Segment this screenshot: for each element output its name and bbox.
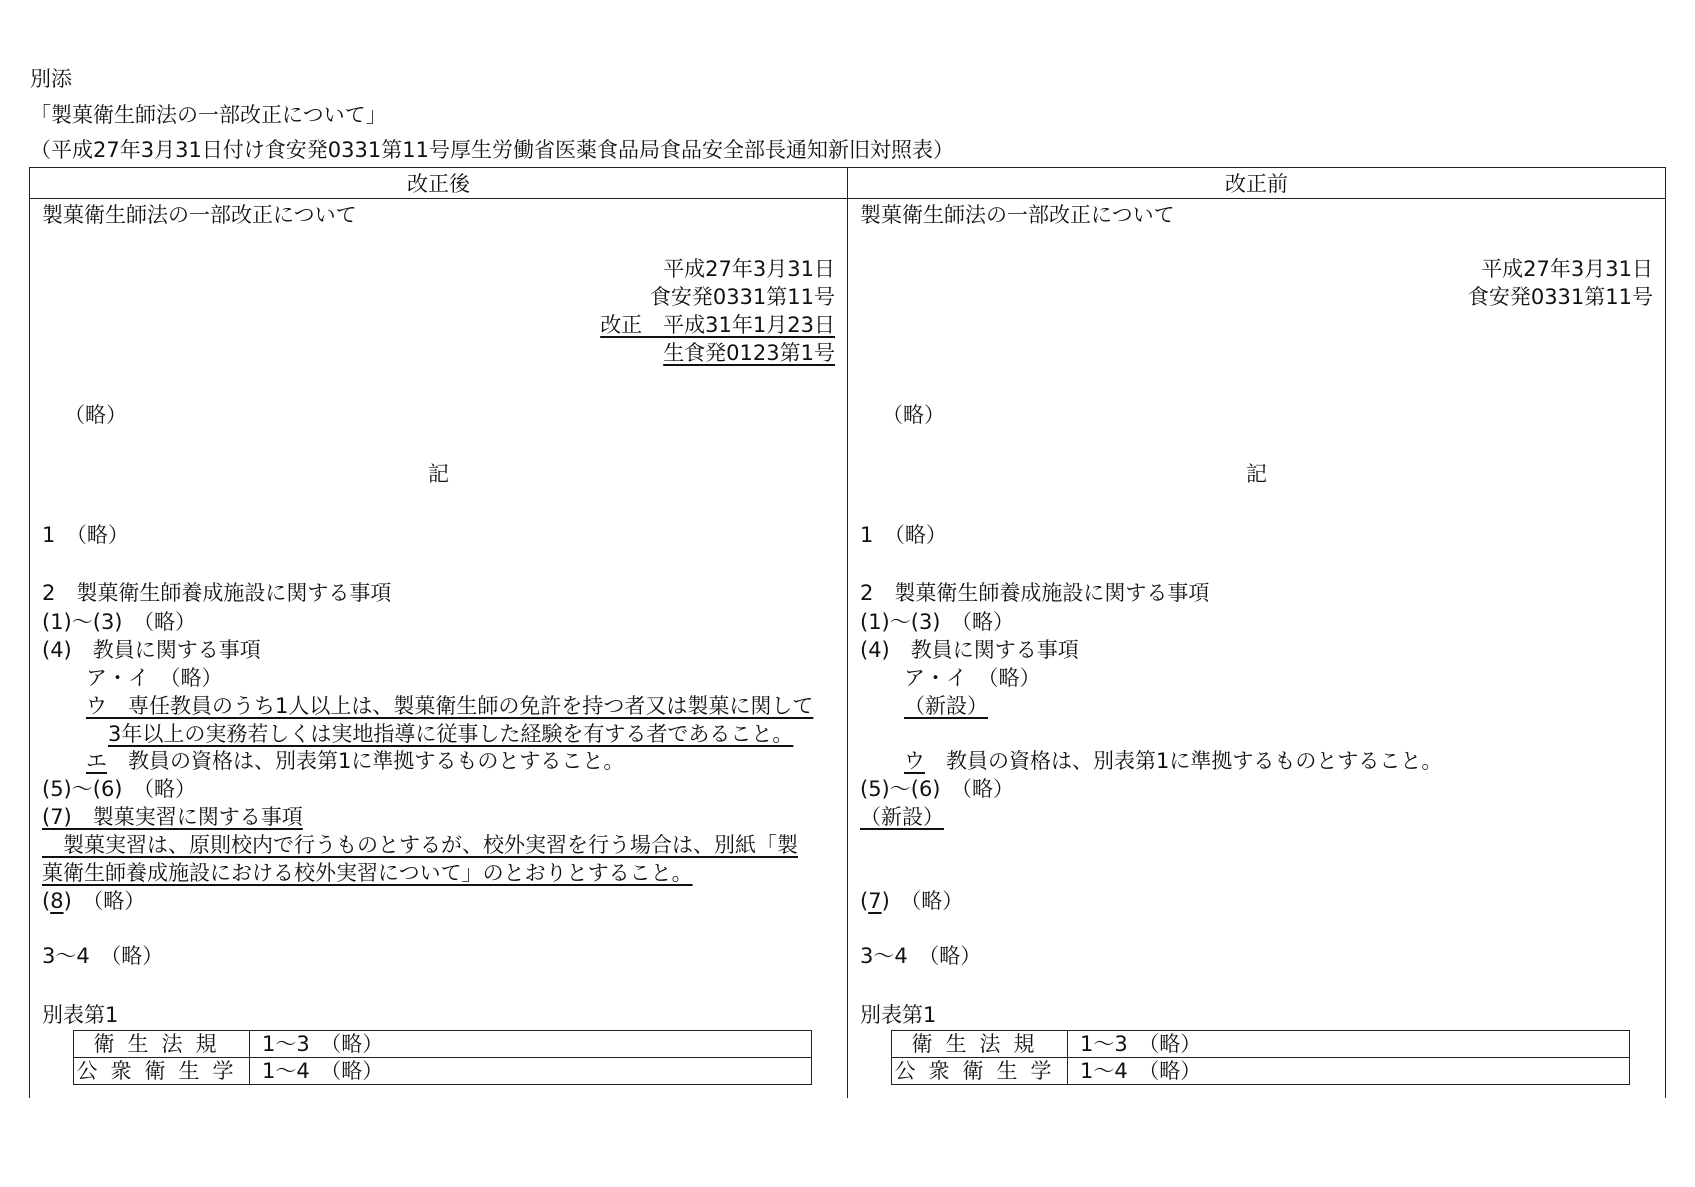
before-item-2-4-a-i: ア・イ （略）	[904, 666, 1041, 690]
after-appendix-content: 1～4 （略）	[250, 1058, 812, 1085]
after-item-3-4: 3～4 （略）	[42, 944, 164, 968]
before-item-2-7-number: 7	[868, 889, 882, 913]
before-doc-title: 製菓衛生師法の一部改正について	[860, 203, 1175, 227]
before-column-header: 改正前	[1225, 172, 1288, 196]
before-item-2-4: (4) 教員に関する事項	[860, 638, 1079, 662]
after-item-2-8	[42, 888, 145, 914]
before-appendix-subject: 衛生法規	[892, 1031, 1068, 1058]
after-appendix-title: 別表第1	[42, 1003, 119, 1027]
after-item-2-4-a-i: ア・イ （略）	[86, 666, 223, 690]
before-item-2-7-rest: ) （略）	[881, 889, 964, 913]
after-item-2-4: (4) 教員に関する事項	[42, 638, 261, 662]
before-item-3-4: 3～4 （略）	[860, 944, 982, 968]
before-appendix-row	[892, 1058, 1630, 1085]
before-item-2-5-6: (5)～(6) （略）	[860, 777, 1014, 801]
after-revision-date: 改正 平成31年1月23日	[600, 313, 835, 337]
after-column-header: 改正後	[407, 172, 470, 196]
after-revision-number: 生食発0123第1号	[663, 341, 835, 365]
after-item-2-7-title: (7) 製菓実習に関する事項	[42, 805, 303, 829]
before-omitted: （略）	[882, 403, 945, 427]
before-item-1: 1 （略）	[860, 523, 947, 547]
after-item-2-1-3: (1)～(3) （略）	[42, 610, 196, 634]
after-item-2-8-number: 8	[50, 889, 64, 913]
after-appendix-subject: 衛生法規	[74, 1031, 250, 1058]
after-item-2-4-u-line1: ウ 専任教員のうち1人以上は、製菓衛生師の免許を持つ者又は製菓に関して	[86, 694, 814, 718]
before-item-2-7-open: (	[860, 889, 869, 913]
after-item-2-4-e	[86, 748, 624, 774]
after-column	[30, 199, 847, 1098]
document-title: 「製菓衛生師法の一部改正について」	[30, 103, 387, 127]
before-item-2-heading: 2 製菓衛生師養成施設に関する事項	[860, 581, 1210, 605]
after-appendix-subject: 公衆衛生学	[74, 1058, 250, 1085]
before-appendix-content: 1～4 （略）	[1068, 1058, 1630, 1085]
before-item-2-new: （新設）	[860, 805, 944, 829]
after-appendix-row	[74, 1031, 812, 1058]
before-appendix-row	[892, 1031, 1630, 1058]
after-date: 平成27年3月31日	[663, 257, 835, 281]
before-date: 平成27年3月31日	[1481, 257, 1653, 281]
before-item-2-4-new: （新設）	[904, 694, 988, 718]
after-item-2-5-6: (5)～(6) （略）	[42, 777, 196, 801]
after-item-1: 1 （略）	[42, 523, 129, 547]
after-appendix-content: 1～3 （略）	[250, 1031, 812, 1058]
before-item-2-4-u	[904, 748, 1442, 774]
after-appendix-row	[74, 1058, 812, 1085]
before-appendix-subject: 公衆衛生学	[892, 1058, 1068, 1085]
before-appendix-title: 別表第1	[860, 1003, 937, 1027]
comparison-table	[29, 167, 1666, 1098]
after-item-2-4-e-label: エ	[86, 749, 107, 773]
before-column	[848, 199, 1665, 1098]
before-appendix-table	[891, 1030, 1630, 1085]
before-appendix-content: 1～3 （略）	[1068, 1031, 1630, 1058]
before-item-2-1-3: (1)～(3) （略）	[860, 610, 1014, 634]
after-item-2-8-open: (	[42, 889, 51, 913]
after-item-2-heading: 2 製菓衛生師養成施設に関する事項	[42, 581, 392, 605]
before-item-2-7	[860, 888, 963, 914]
attachment-label: 別添	[30, 67, 72, 91]
before-ki-heading: 記	[1246, 462, 1267, 486]
before-number: 食安発0331第11号	[1467, 285, 1653, 309]
after-item-2-4-e-text: 教員の資格は、別表第1に準拠するものとすること。	[107, 749, 625, 773]
after-doc-title: 製菓衛生師法の一部改正について	[42, 203, 357, 227]
after-ki-heading: 記	[428, 462, 449, 486]
document-subtitle: （平成27年3月31日付け食安発0331第11号厚生労働省医薬食品局食品安全部長通知新旧対照表）	[30, 138, 954, 162]
after-appendix-table	[73, 1030, 812, 1085]
after-item-2-7-line1: 製菓実習は、原則校内で行うものとするが、校外実習を行う場合は、別紙「製	[42, 833, 798, 857]
after-number: 食安発0331第11号	[649, 285, 835, 309]
after-item-2-7-line2: 菓衛生師養成施設における校外実習について」のとおりとすること。	[42, 861, 693, 885]
after-item-2-8-rest: ) （略）	[63, 889, 146, 913]
after-omitted: （略）	[64, 403, 127, 427]
after-item-2-4-u-line2: 3年以上の実務若しくは実地指導に従事した経験を有する者であること。	[108, 722, 794, 746]
before-item-2-4-u-text: 教員の資格は、別表第1に準拠するものとすること。	[925, 749, 1443, 773]
before-item-2-4-u-label: ウ	[904, 749, 925, 773]
